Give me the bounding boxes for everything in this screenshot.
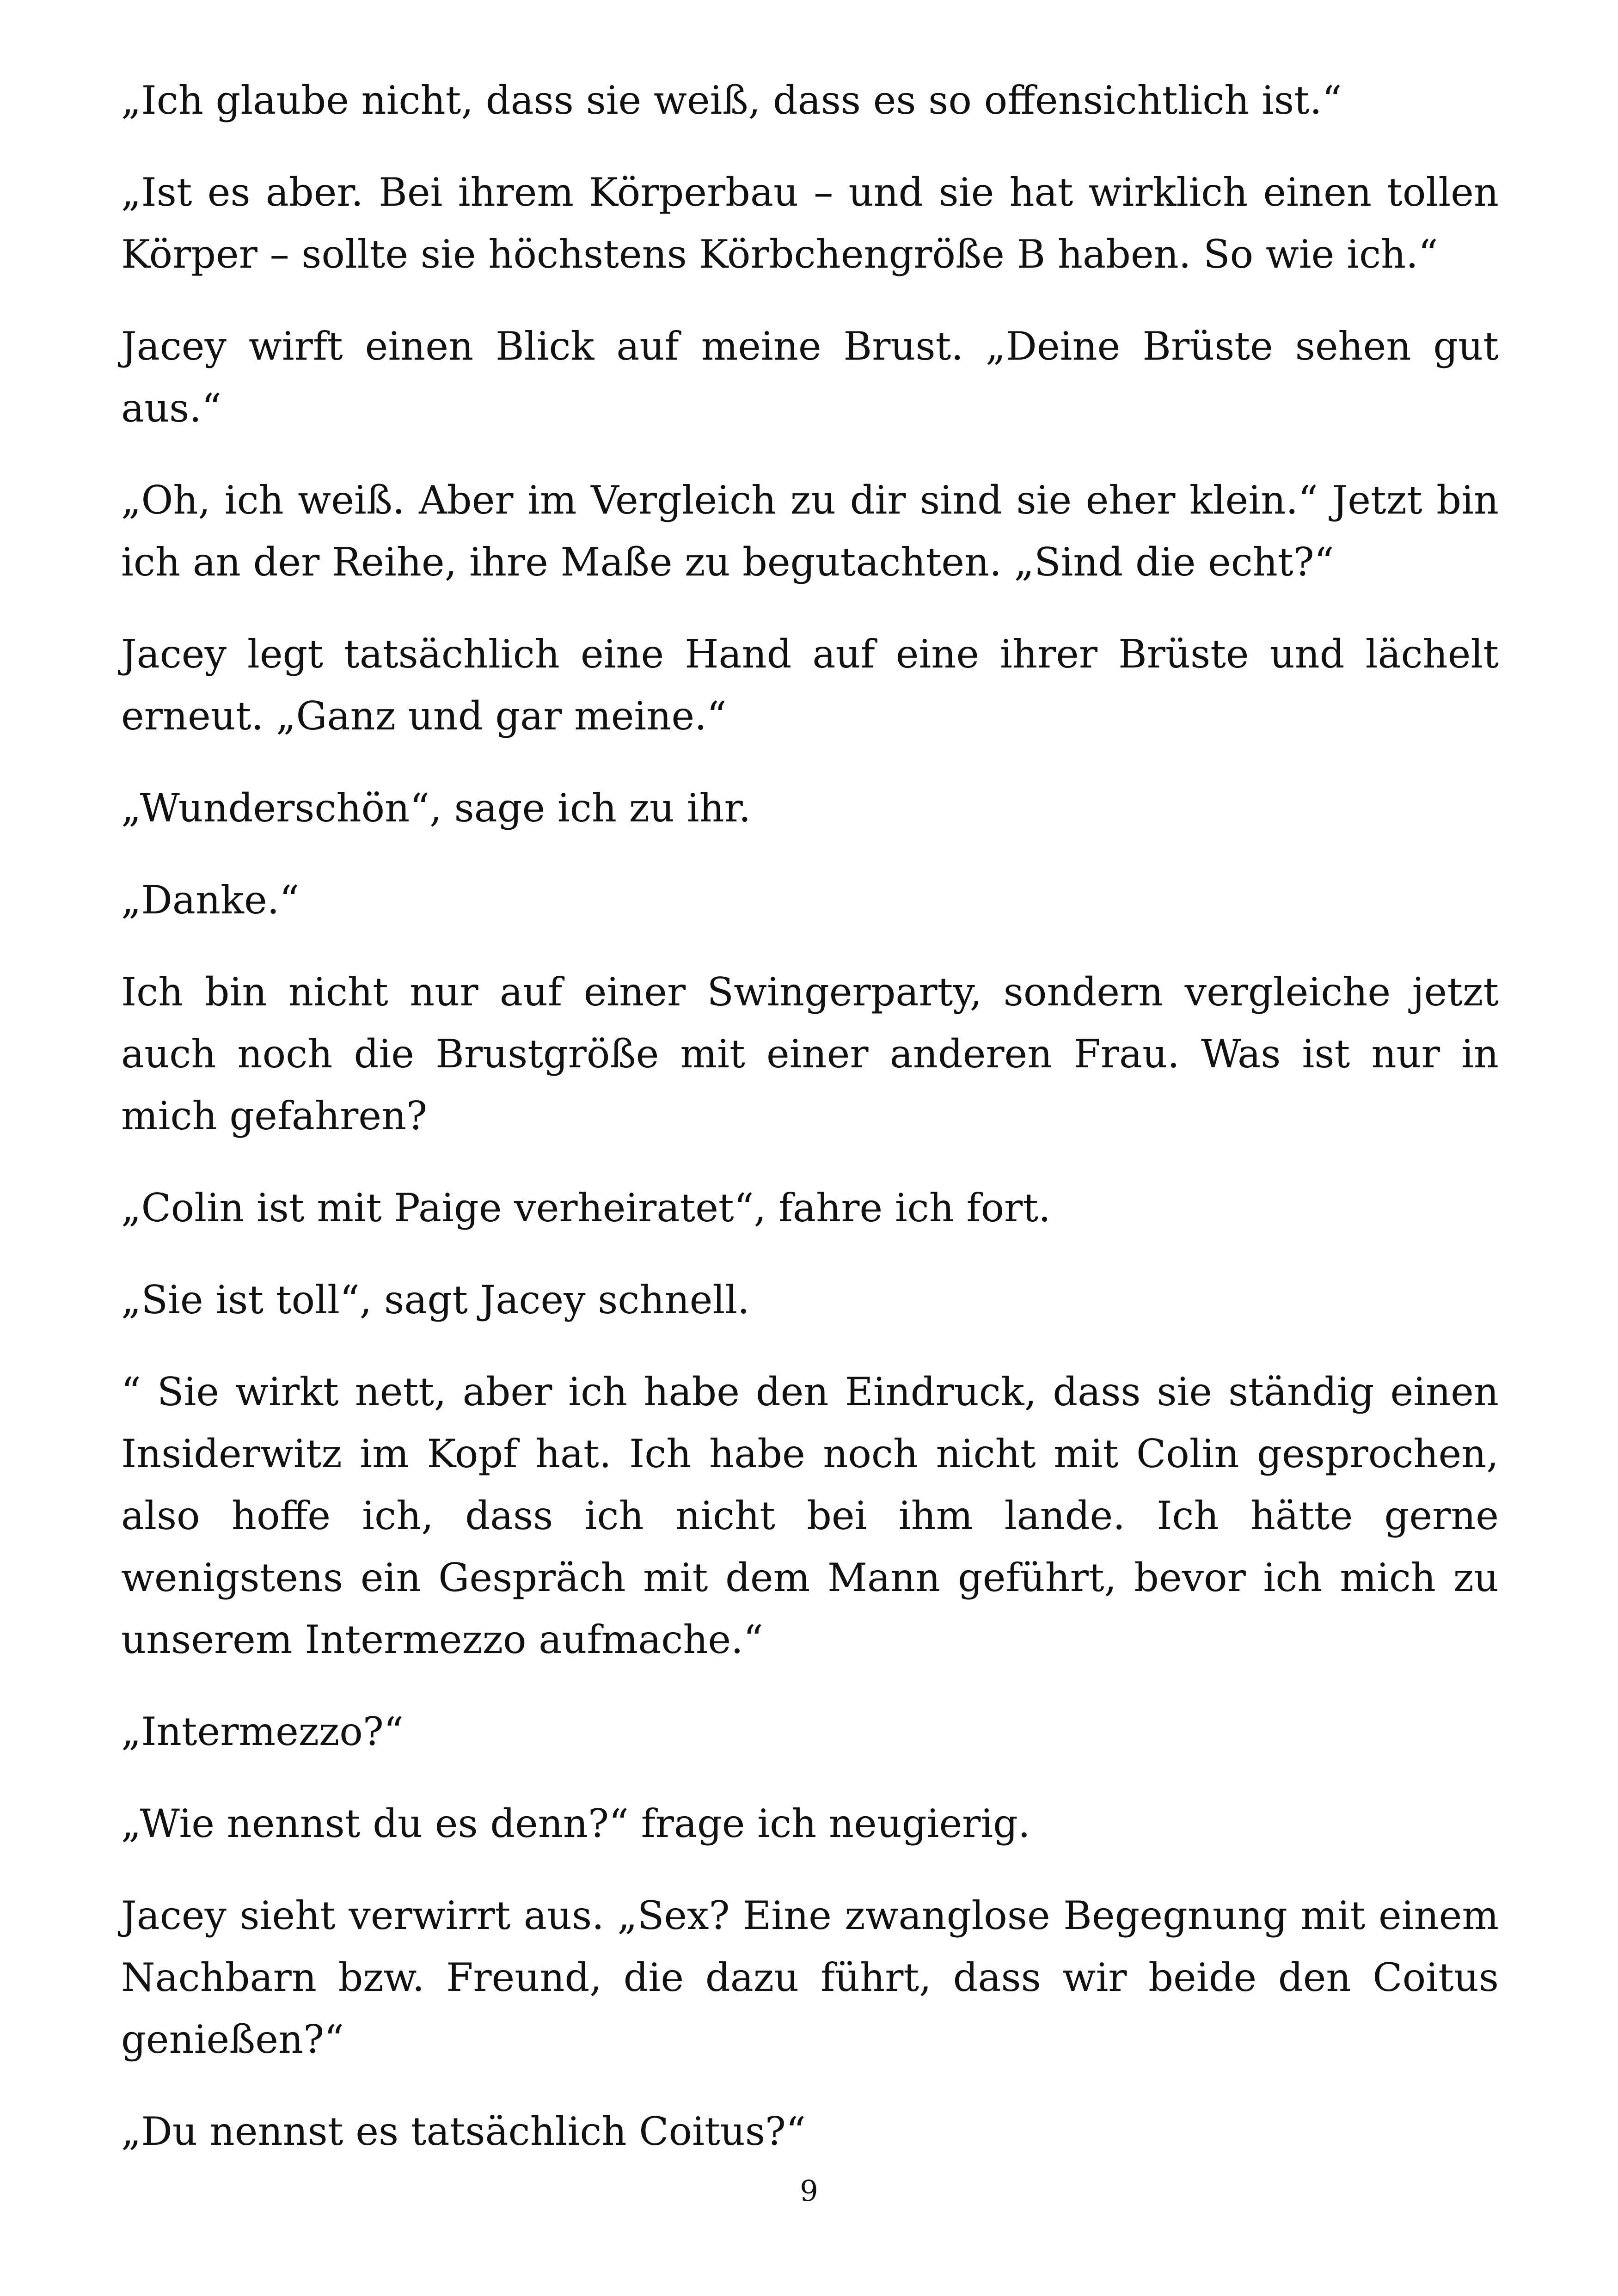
- paragraph: Jacey legt tatsächlich eine Hand auf eine ihrer Brüste und lächelt erneut. „Ganz und gar meine.“: [121, 631, 1499, 739]
- paragraph: „Oh, ich weiß. Aber im Vergleich zu dir sind sie eher klein.“ Jetzt bin ich an der Reihe, ihre Maße zu begutachten. „Sind die echt?“: [121, 478, 1499, 585]
- page-number: 9: [800, 2174, 818, 2208]
- paragraph: „Ich glaube nicht, dass sie weiß, dass es so offensichtlich ist.“: [121, 78, 1342, 123]
- paragraph: Ich bin nicht nur auf einer Swingerparty, sondern vergleiche jetzt auch noch die Brustgröße mit einer anderen Frau. Was ist nur in mich gefahren?: [121, 969, 1499, 1139]
- paragraph: „Intermezzo?“: [121, 1709, 404, 1754]
- paragraph: „Sie ist toll“, sagt Jacey schnell.: [121, 1277, 750, 1322]
- paragraph: “ Sie wirkt nett, aber ich habe den Eindruck, dass sie ständig einen Insiderwitz im Kopf hat. Ich habe noch nicht mit Colin gesprochen, also hoffe ich, dass ich nicht bei ihm lande. Ich hätte gerne wenigstens ein Gespräch mit dem Mann geführt, bevor ich mich zu unserem Intermezzo aufmache.“: [121, 1369, 1499, 1662]
- paragraph: Jacey wirft einen Blick auf meine Brust. „Deine Brüste sehen gut aus.“: [121, 324, 1499, 431]
- paragraph: „Wunderschön“, sage ich zu ihr.: [121, 785, 751, 831]
- paragraph: „Ist es aber. Bei ihrem Körperbau – und sie hat wirklich einen tollen Körper – sollte sie höchstens Körbchengröße B haben. So wie ich.“: [121, 170, 1499, 277]
- paragraph: Jacey sieht verwirrt aus. „Sex? Eine zwanglose Begegnung mit einem Nachbarn bzw. Freund, die dazu führt, dass wir beide den Coitus genießen?“: [121, 1893, 1499, 2062]
- paragraph: „Danke.“: [121, 877, 300, 923]
- paragraph: „Du nennst es tatsächlich Coitus?“: [121, 2109, 806, 2154]
- paragraph: „Colin ist mit Paige verheiratet“, fahre ich fort.: [121, 1185, 1051, 1231]
- page-body-text: [121, 69, 1499, 2162]
- paragraph: „Wie nennst du es denn?“ frage ich neugierig.: [121, 1801, 1030, 1846]
